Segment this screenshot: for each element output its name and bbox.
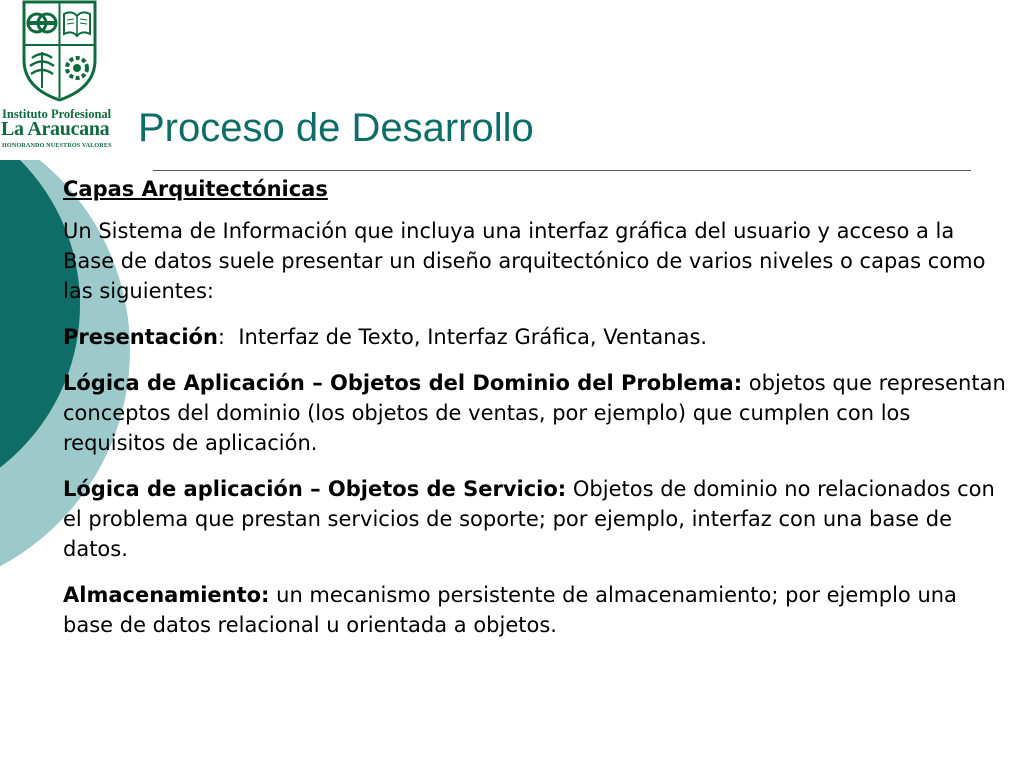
layer-paragraph [63,322,1008,352]
section-subheading: Capas Arquitectónicas [63,177,328,201]
logo-line-motto: HONORANDO NUESTROS VALORES [2,142,112,149]
layer-description: un mecanismo persistente de almacenamiento; por ejemplo una base de datos relacional u orientada a objetos. [63,583,957,637]
logo-line-institute: Instituto Profesional [2,107,112,121]
layer-paragraph [63,474,1008,564]
layer-term: Almacenamiento: [63,583,270,607]
layer-term: Lógica de Aplicación – Objetos del Dominio del Problema: [63,371,743,395]
layer-paragraph [63,580,1008,640]
layer-term: Lógica de aplicación – Objetos de Servicio: [63,477,567,501]
slide-body [63,174,1008,656]
layer-description: objetos que representan conceptos del dominio (los objetos de ventas, por ejemplo) que cumplen con los requisitos de aplicación. [63,371,1006,455]
logo-line-name: La Araucana [1,118,110,140]
title-divider [153,170,971,171]
institution-logo [0,0,125,160]
layer-description: Objetos de dominio no relacionados con el problema que prestan servicios de soporte; por ejemplo, interfaz con una base de datos. [63,477,995,561]
layer-separator [566,477,573,501]
logo-shield-icon [0,0,125,105]
layer-term: Presentación [63,325,218,349]
layer-description: Interfaz de Texto, Interfaz Gráfica, Ventanas. [238,325,708,349]
slide-title: Proceso de Desarrollo [138,106,534,150]
layer-separator: : [217,325,239,349]
layer-paragraph [63,368,1008,458]
intro-paragraph: Un Sistema de Información que incluya una interfaz gráfica del usuario y acceso a la Base de datos suele presentar un diseño arquitectónico de varios niveles o capas como las siguientes: [63,219,986,303]
layer-separator [742,371,749,395]
